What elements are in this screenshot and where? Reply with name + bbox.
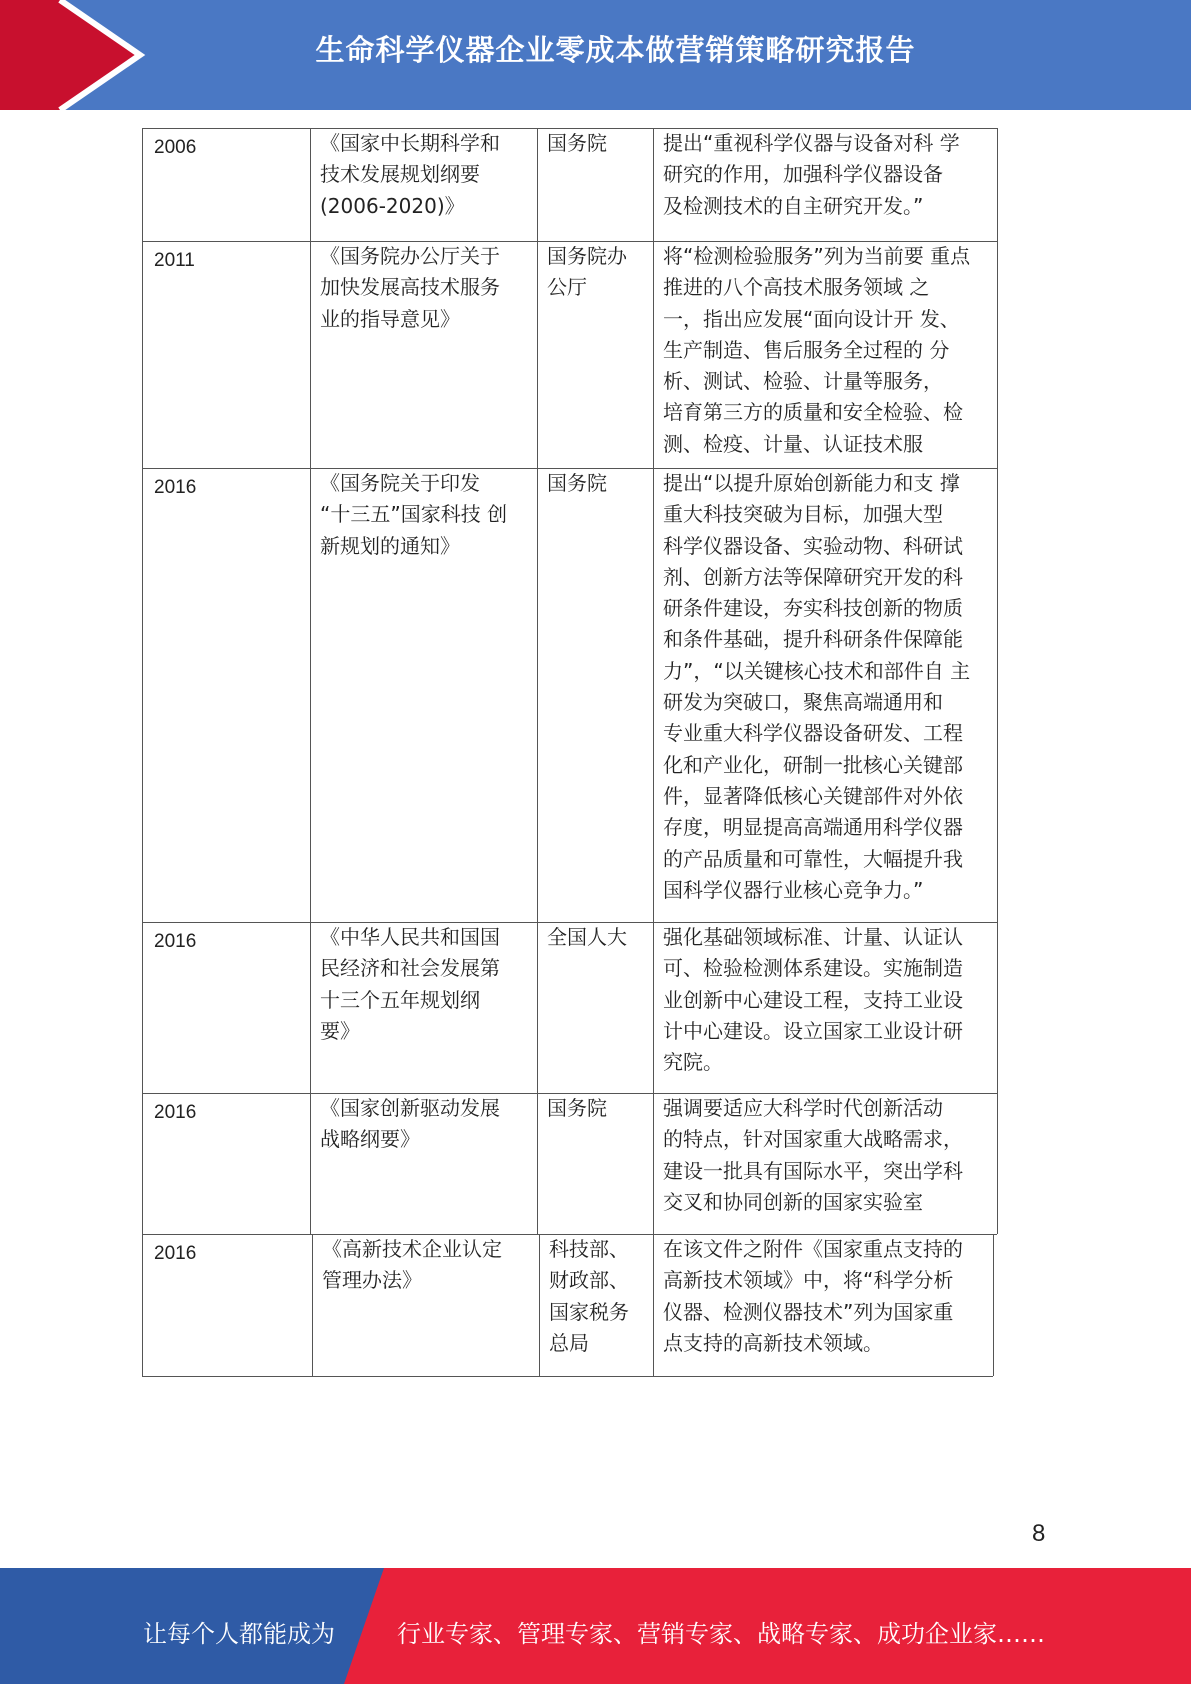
- table-border: [142, 1376, 993, 1377]
- cell-document: 《国务院关于印发 “十三五”国家科技 创 新规划的通知》: [320, 471, 508, 558]
- column-divider: [539, 1234, 540, 1376]
- cell-issuer: 科技部、 财政部、 国家税务 总局: [549, 1237, 629, 1355]
- row-divider: [142, 468, 997, 469]
- header-banner: [0, 0, 1191, 110]
- page-number: 8: [1032, 1520, 1046, 1547]
- cell-issuer: 国务院: [547, 471, 607, 495]
- column-divider: [312, 1234, 313, 1376]
- footer-slogan-right: 行业专家、管理专家、营销专家、战略专家、成功企业家……: [397, 1620, 1045, 1648]
- cell-year: 2006: [154, 137, 197, 158]
- column-divider: [537, 128, 538, 1234]
- table-row: [142, 128, 997, 241]
- cell-content: 将“检测检验服务”列为当前要 重点 推进的八个高技术服务领域 之 一，指出应发展“面向设计开 发、 生产制造、售后服务全过程的 分 析、测试、检验、计量等服务， 培育第三方的质量和安全检验、检 测、检疫、计量、认证技术服: [663, 244, 971, 456]
- cell-year: 2011: [154, 250, 195, 271]
- report-title: 生命科学仪器企业零成本做营销策略研究报告: [315, 33, 916, 67]
- footer-slogan-left: 让每个人都能成为: [143, 1620, 335, 1648]
- cell-year: 2016: [154, 477, 197, 498]
- cell-document: 《高新技术企业认定 管理办法》: [322, 1237, 502, 1293]
- cell-content: 强化基础领域标准、计量、认证认 可、检验检测体系建设。实施制造 业创新中心建设工程，支持工业设 计中心建设。设立国家工业设计研 究院。: [663, 925, 963, 1075]
- cell-year: 2016: [154, 931, 197, 952]
- cell-document: 《中华人民共和国国 民经济和社会发展第 十三个五年规划纲 要》: [320, 925, 500, 1043]
- cell-issuer: 国务院: [547, 1096, 607, 1120]
- cell-document: 《国务院办公厅关于 加快发展高技术服务 业的指导意见》: [320, 244, 500, 331]
- cell-document: 《国家中长期科学和 技术发展规划纲要 (2006-2020)》: [320, 131, 500, 218]
- cell-content: 强调要适应大科学时代创新活动 的特点，针对国家重大战略需求， 建设一批具有国际水平，突出学科 交叉和协同创新的国家实验室: [663, 1096, 963, 1214]
- cell-document: 《国家创新驱动发展 战略纲要》: [320, 1096, 500, 1152]
- row-divider: [142, 1234, 997, 1235]
- table-row: [142, 922, 997, 1093]
- column-divider: [653, 128, 654, 1376]
- cell-issuer: 全国人大: [547, 925, 627, 949]
- cell-content: 提出“重视科学仪器与设备对科 学 研究的作用，加强科学仪器设备 及检测技术的自主研究开发。”: [663, 131, 960, 218]
- table-row: [142, 241, 997, 468]
- column-divider: [310, 128, 311, 1234]
- row-divider: [142, 1093, 997, 1094]
- row-divider: [142, 241, 997, 242]
- table-border: [142, 128, 997, 129]
- table-border: [993, 1234, 994, 1376]
- table-row: [142, 1234, 997, 1376]
- row-divider: [142, 922, 997, 923]
- table-border: [142, 128, 143, 1376]
- cell-year: 2016: [154, 1243, 197, 1264]
- cell-content: 在该文件之附件《国家重点支持的 高新技术领域》中，将“科学分析 仪器、检测仪器技术”列为国家重 点支持的高新技术领域。: [663, 1237, 963, 1355]
- cell-content: 提出“以提升原始创新能力和支 撑 重大科技突破为目标，加强大型 科学仪器设备、实验动物、科研试 剂、创新方法等保障研究开发的科 研条件建设，夯实科技创新的物质 和条件基础，提升科研条件保障能 力”，“以关键核心技术和部件自 主 研发为突破口，聚焦高端通用和 专业重大科学仪器设备研发、工程 化和产业化，研制一批核心关键部 件，显著降低核心关键部件对外依 存度，明显提高高端通用科学仪器 的产品质量和可靠性，大幅提升我 国科学仪器行业核心竞争力。”: [663, 471, 971, 902]
- table-border: [997, 128, 998, 1234]
- table-row: [142, 468, 997, 922]
- cell-year: 2016: [154, 1102, 197, 1123]
- cell-issuer: 国务院: [547, 131, 607, 155]
- table-row: [142, 1093, 997, 1234]
- cell-issuer: 国务院办 公厅: [547, 244, 627, 300]
